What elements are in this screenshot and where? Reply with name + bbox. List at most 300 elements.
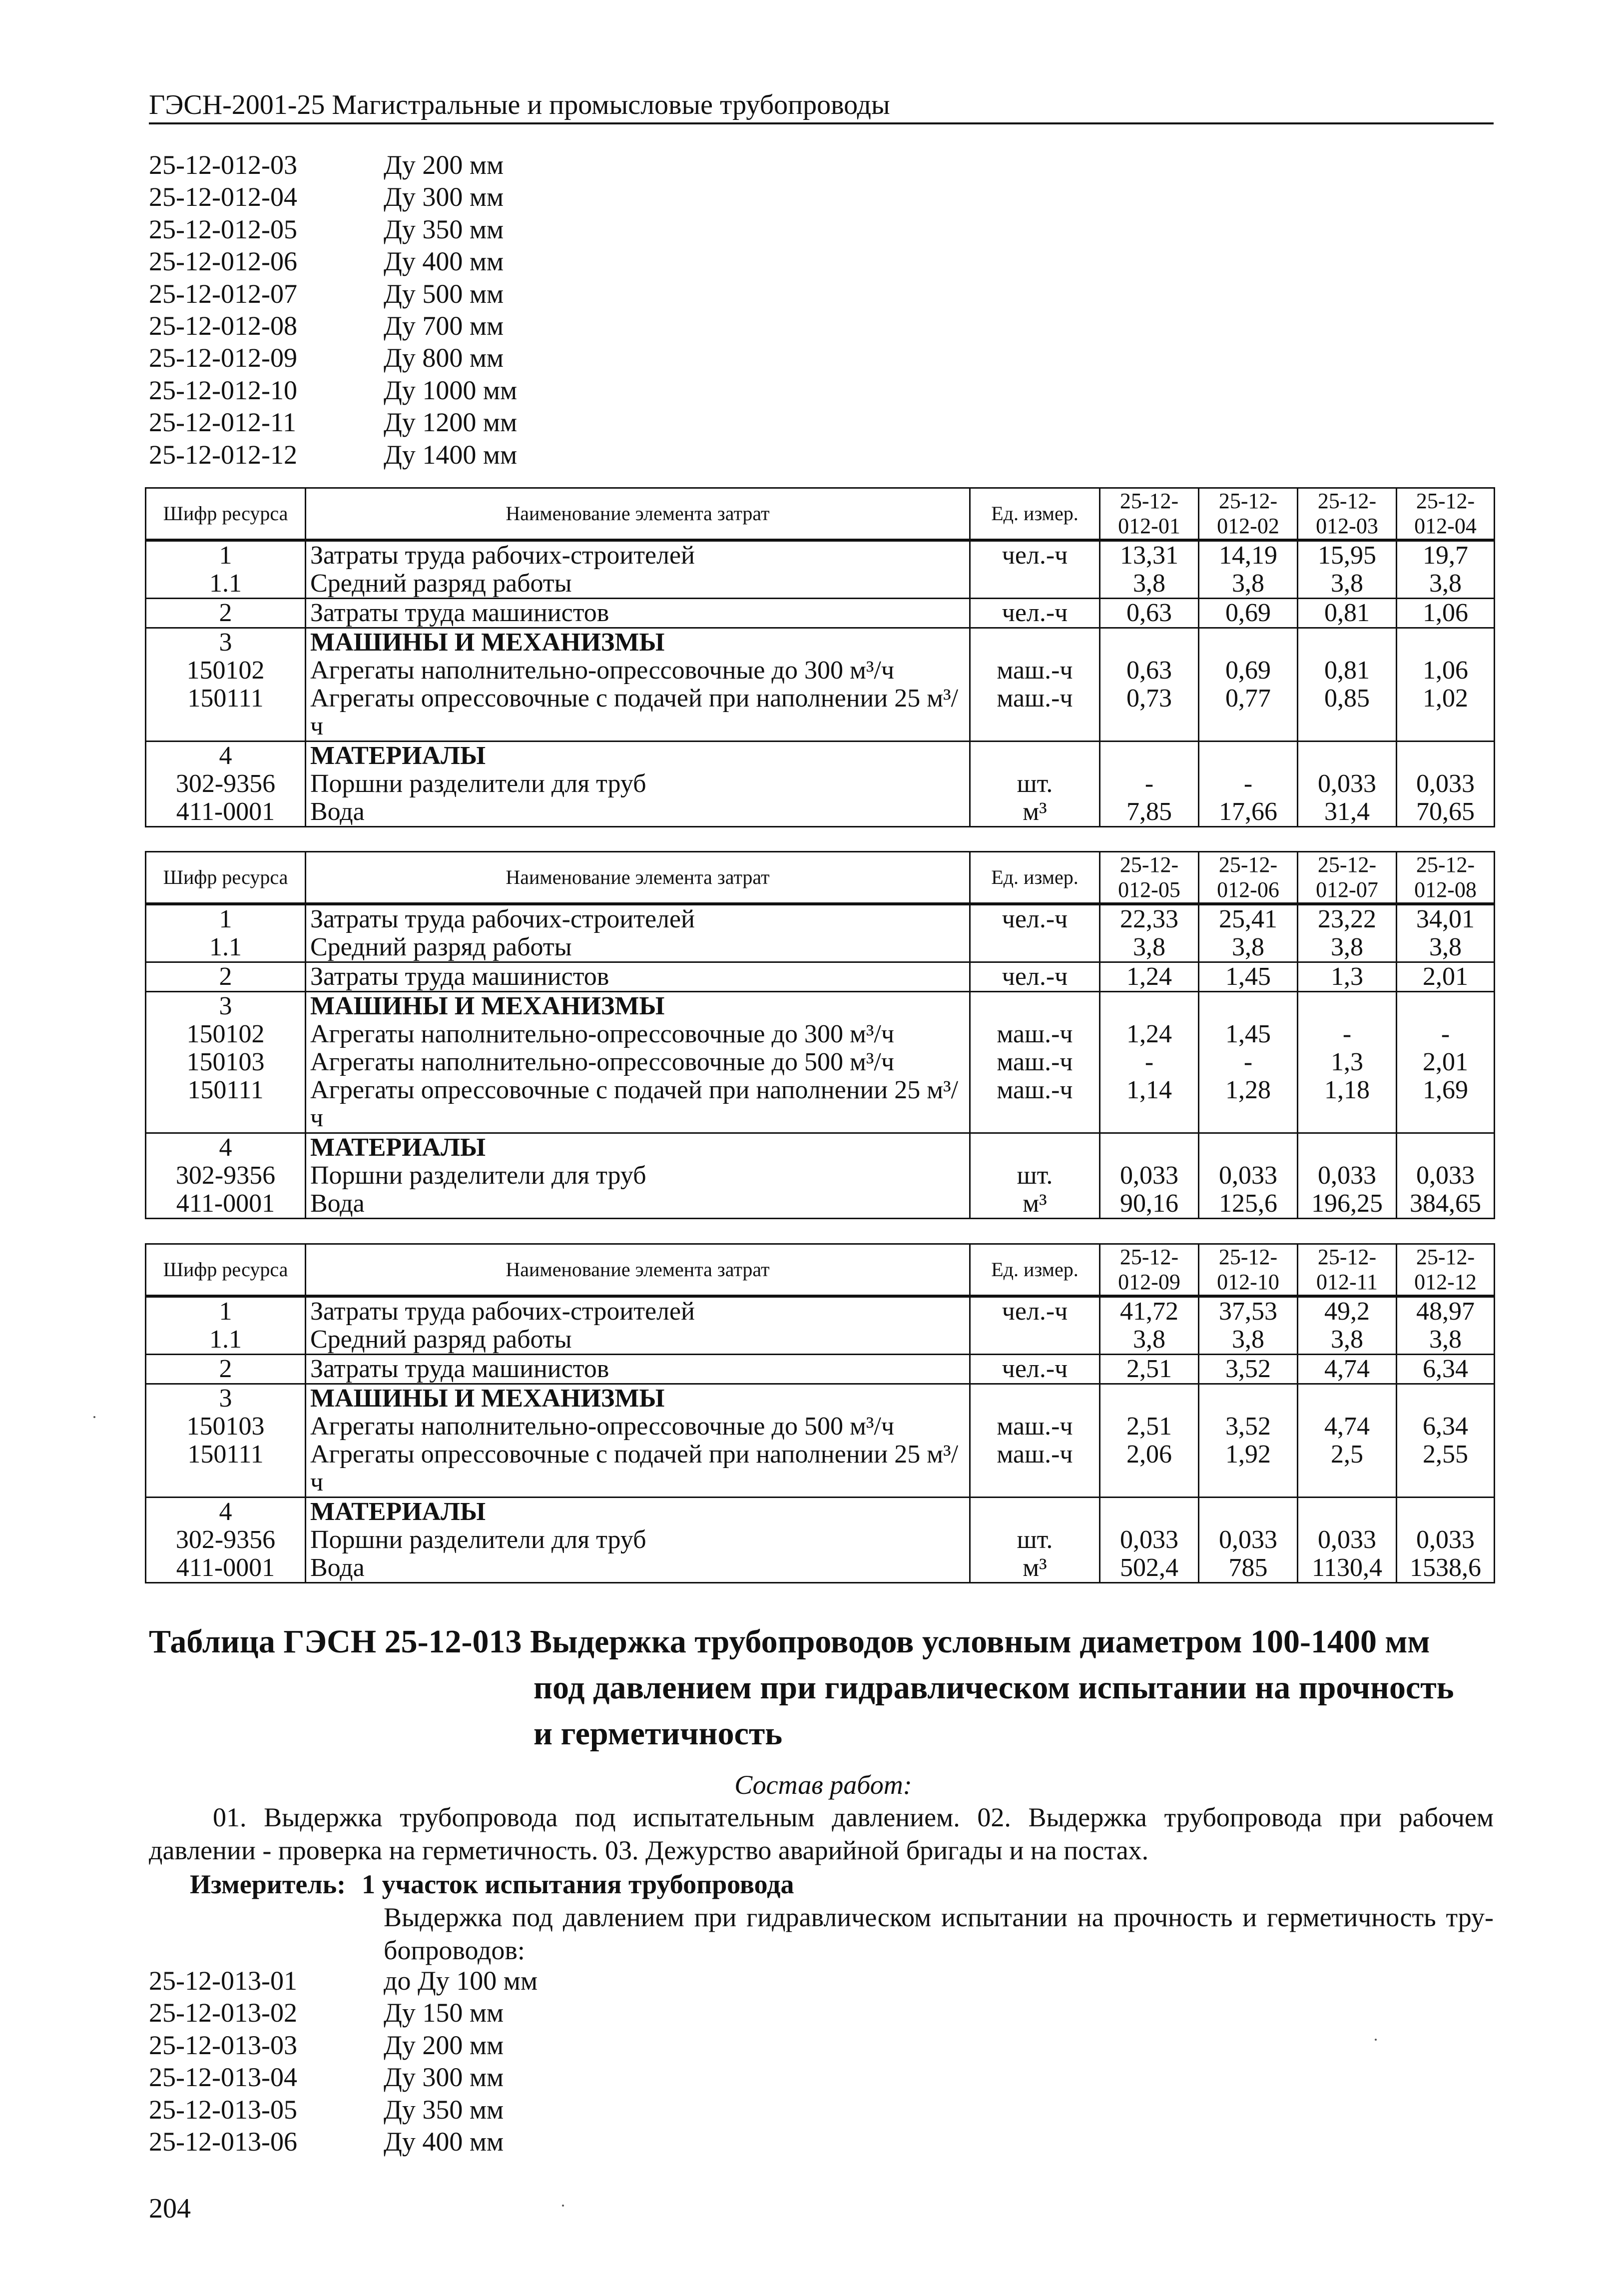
table-row <box>146 1162 1495 1190</box>
resource-value: 125,6 <box>1199 1190 1298 1219</box>
resource-value: 31,4 <box>1298 798 1397 827</box>
header-norm-code: 25-12- 012-12 <box>1397 1244 1495 1297</box>
resource-value: - <box>1298 1020 1397 1048</box>
resource-name: Вода <box>306 798 970 827</box>
resource-value: 1,24 <box>1100 1020 1199 1048</box>
resource-value: 1,69 <box>1397 1076 1495 1133</box>
code-list-bottom <box>149 1965 538 2158</box>
resource-unit: маш.-ч <box>970 1441 1100 1498</box>
resource-value: 0,033 <box>1397 1162 1495 1190</box>
resource-unit: маш.-ч <box>970 1413 1100 1441</box>
resource-name: Поршни разделители для труб <box>306 770 970 798</box>
code-list-item <box>149 310 517 342</box>
resource-value: 1,06 <box>1397 599 1495 628</box>
scan-speck <box>93 1416 95 1418</box>
resource-code: 150102 <box>146 1020 306 1048</box>
measure-label: Измеритель: <box>190 1869 346 1899</box>
section-title-line1: Таблица ГЭСН 25-12-013 Выдержка трубопроводов условным диаметром 100-1400 мм <box>149 1623 1430 1660</box>
resource-code: 3 <box>146 1384 306 1413</box>
code-list-item <box>149 439 517 471</box>
code-number: 25-12-012-10 <box>149 375 297 405</box>
table-header-row <box>146 852 1495 904</box>
resource-unit <box>970 992 1100 1021</box>
resource-name: Поршни разделители для труб <box>306 1162 970 1190</box>
resource-name: Агрегаты опрессовочные с подачей при наполнении 25 м³/ч <box>306 1441 970 1498</box>
header-code: Шифр ресурса <box>146 852 306 904</box>
resource-code: 4 <box>146 742 306 770</box>
resource-value: 0,033 <box>1298 1526 1397 1554</box>
resource-unit: м³ <box>970 798 1100 827</box>
resource-value: 0,033 <box>1199 1162 1298 1190</box>
resource-value: 1,18 <box>1298 1076 1397 1133</box>
resource-unit: чел.-ч <box>970 1355 1100 1384</box>
resource-value: 22,33 <box>1100 904 1199 933</box>
resource-code: 150103 <box>146 1048 306 1076</box>
header-name: Наименование элемента затрат <box>306 488 970 541</box>
code-number: 25-12-013-06 <box>149 2126 297 2157</box>
resource-code: 1 <box>146 904 306 933</box>
resource-code: 411-0001 <box>146 1554 306 1583</box>
resource-code: 1 <box>146 1296 306 1326</box>
resource-name: Затраты труда рабочих-строителей <box>306 540 970 570</box>
resource-unit <box>970 1498 1100 1526</box>
resource-value: - <box>1199 1048 1298 1076</box>
resource-name: Агрегаты опрессовочные с подачей при наполнении 25 м³/ч <box>306 1076 970 1133</box>
code-list-item <box>149 374 517 406</box>
resource-value <box>1100 1498 1199 1526</box>
code-number: 25-12-012-08 <box>149 310 297 341</box>
resource-code: 1 <box>146 540 306 570</box>
resource-code: 1.1 <box>146 933 306 962</box>
composition-text: 01. Выдержка трубопровода под испытательным давлением. 02. Выдержка трубопровода при рабочем давлении - проверка на герметичность. 03. Дежурство аварийной бригады и на постах. <box>149 1802 1494 1865</box>
code-list-item <box>149 2126 538 2158</box>
resource-code: 4 <box>146 1133 306 1162</box>
resource-unit <box>970 1384 1100 1413</box>
table-row <box>146 933 1495 962</box>
resource-unit <box>970 933 1100 962</box>
measure <box>190 1868 794 1901</box>
section-title-line3: и герметичность <box>534 1715 783 1752</box>
header-unit: Ед. измер. <box>970 852 1100 904</box>
table-row <box>146 1326 1495 1355</box>
resource-name: Затраты труда машинистов <box>306 962 970 992</box>
resource-code: 2 <box>146 962 306 992</box>
resource-table-3 <box>145 1243 1495 1583</box>
table-row <box>146 1020 1495 1048</box>
resource-name: Затраты труда машинистов <box>306 599 970 628</box>
resource-value: 41,72 <box>1100 1296 1199 1326</box>
resource-value: 3,8 <box>1397 1326 1495 1355</box>
resource-code: 411-0001 <box>146 1190 306 1219</box>
resource-unit: чел.-ч <box>970 540 1100 570</box>
resource-value: 3,8 <box>1199 933 1298 962</box>
code-number: 25-12-012-11 <box>149 407 296 438</box>
resource-name: Агрегаты наполнительно-опрессовочные до 500 м³/ч <box>306 1413 970 1441</box>
resource-value <box>1298 742 1397 770</box>
code-list-item <box>149 2061 538 2093</box>
resource-name: Агрегаты опрессовочные с подачей при наполнении 25 м³/ч <box>306 685 970 742</box>
running-header: ГЭСН-2001-25 Магистральные и промысловые трубопроводы <box>149 87 1494 124</box>
resource-value: 2,5 <box>1298 1441 1397 1498</box>
resource-name: Затраты труда машинистов <box>306 1355 970 1384</box>
header-norm-code: 25-12- 012-10 <box>1199 1244 1298 1297</box>
resource-table-1 <box>145 487 1495 827</box>
header-unit: Ед. измер. <box>970 1244 1100 1297</box>
resource-value: 1,06 <box>1397 657 1495 685</box>
code-list-top <box>149 149 517 471</box>
resource-code: 411-0001 <box>146 798 306 827</box>
resource-value <box>1100 628 1199 657</box>
resource-name: МАТЕРИАЛЫ <box>306 742 970 770</box>
resource-value: 1,3 <box>1298 1048 1397 1076</box>
resource-value: 0,033 <box>1397 770 1495 798</box>
resource-value: - <box>1100 1048 1199 1076</box>
resource-value: 785 <box>1199 1554 1298 1583</box>
table-row <box>146 1296 1495 1326</box>
resource-value: 0,033 <box>1397 1526 1495 1554</box>
header-norm-code: 25-12- 012-04 <box>1397 488 1495 541</box>
resource-value: 2,01 <box>1397 1048 1495 1076</box>
resource-code: 4 <box>146 1498 306 1526</box>
resource-code: 302-9356 <box>146 770 306 798</box>
resource-value: 37,53 <box>1199 1296 1298 1326</box>
resource-code: 302-9356 <box>146 1526 306 1554</box>
resource-name: Агрегаты наполнительно-опрессовочные до 300 м³/ч <box>306 1020 970 1048</box>
code-list-item <box>149 1965 538 1997</box>
resource-name: Средний разряд работы <box>306 933 970 962</box>
table-row <box>146 628 1495 657</box>
resource-name: Средний разряд работы <box>306 1326 970 1355</box>
resource-value <box>1199 1498 1298 1526</box>
resource-value: 48,97 <box>1397 1296 1495 1326</box>
table-row <box>146 1413 1495 1441</box>
resource-value: 3,8 <box>1298 933 1397 962</box>
resource-value <box>1100 1384 1199 1413</box>
resource-code: 150102 <box>146 657 306 685</box>
resource-unit <box>970 570 1100 599</box>
code-number: 25-12-012-12 <box>149 439 297 470</box>
resource-name: МАШИНЫ И МЕХАНИЗМЫ <box>306 1384 970 1413</box>
code-number: 25-12-013-02 <box>149 1998 297 2028</box>
resource-value <box>1397 628 1495 657</box>
resource-value: 1,45 <box>1199 962 1298 992</box>
code-list-item <box>149 1997 538 2029</box>
code-list-item <box>149 2094 538 2126</box>
table-header-row <box>146 488 1495 541</box>
resource-value <box>1397 1384 1495 1413</box>
resource-value: 2,51 <box>1100 1355 1199 1384</box>
resource-name: Агрегаты наполнительно-опрессовочные до 500 м³/ч <box>306 1048 970 1076</box>
resource-value <box>1199 1384 1298 1413</box>
table-row <box>146 904 1495 933</box>
resource-value: 2,06 <box>1100 1441 1199 1498</box>
resource-unit: м³ <box>970 1554 1100 1583</box>
resource-unit: маш.-ч <box>970 1020 1100 1048</box>
resource-value <box>1199 1133 1298 1162</box>
header-norm-code: 25-12- 012-06 <box>1199 852 1298 904</box>
resource-value: 3,8 <box>1199 1326 1298 1355</box>
resource-value: 0,77 <box>1199 685 1298 742</box>
resource-unit: маш.-ч <box>970 1076 1100 1133</box>
resource-value <box>1100 1133 1199 1162</box>
resource-value: - <box>1199 770 1298 798</box>
resource-code: 3 <box>146 992 306 1021</box>
resource-value: 1,28 <box>1199 1076 1298 1133</box>
resource-value: 34,01 <box>1397 904 1495 933</box>
resource-value: 14,19 <box>1199 540 1298 570</box>
resource-value: 19,7 <box>1397 540 1495 570</box>
resource-value <box>1397 1133 1495 1162</box>
code-description: Ду 400 мм <box>384 246 504 277</box>
table-row <box>146 570 1495 599</box>
resource-value: 0,85 <box>1298 685 1397 742</box>
table-row <box>146 599 1495 628</box>
code-number: 25-12-012-04 <box>149 182 297 212</box>
code-list-item <box>149 181 517 213</box>
resource-unit <box>970 742 1100 770</box>
resource-value: 1538,6 <box>1397 1554 1495 1583</box>
code-number: 25-12-012-05 <box>149 214 297 244</box>
resource-value: 49,2 <box>1298 1296 1397 1326</box>
resource-value: 0,63 <box>1100 657 1199 685</box>
resource-value: 3,8 <box>1397 933 1495 962</box>
table-row <box>146 1048 1495 1076</box>
resource-code: 150111 <box>146 1076 306 1133</box>
measure-value: 1 участок испытания трубопровода <box>362 1869 794 1899</box>
resource-value: 70,65 <box>1397 798 1495 827</box>
resource-value: 0,81 <box>1298 657 1397 685</box>
resource-value: 13,31 <box>1100 540 1199 570</box>
table-row <box>146 798 1495 827</box>
code-list-item <box>149 213 517 245</box>
resource-value: 3,8 <box>1298 570 1397 599</box>
resource-value: 2,01 <box>1397 962 1495 992</box>
resource-value <box>1397 992 1495 1021</box>
code-list-item <box>149 406 517 438</box>
resource-value: 1,24 <box>1100 962 1199 992</box>
header-unit: Ед. измер. <box>970 488 1100 541</box>
resource-unit <box>970 628 1100 657</box>
resource-code: 1.1 <box>146 1326 306 1355</box>
table-row <box>146 992 1495 1021</box>
resource-code: 3 <box>146 628 306 657</box>
resource-value: 384,65 <box>1397 1190 1495 1219</box>
resource-code: 1.1 <box>146 570 306 599</box>
header-norm-code: 25-12- 012-09 <box>1100 1244 1199 1297</box>
resource-value: 7,85 <box>1100 798 1199 827</box>
resource-value: 3,8 <box>1100 1326 1199 1355</box>
resource-value: 17,66 <box>1199 798 1298 827</box>
scan-speck <box>1375 2039 1377 2041</box>
resource-name: МАТЕРИАЛЫ <box>306 1498 970 1526</box>
code-description: Ду 1400 мм <box>384 439 518 470</box>
table-row <box>146 1076 1495 1133</box>
code-number: 25-12-012-03 <box>149 150 297 180</box>
resource-unit: чел.-ч <box>970 904 1100 933</box>
resource-value: - <box>1397 1020 1495 1048</box>
header-name: Наименование элемента затрат <box>306 1244 970 1297</box>
resource-code: 150111 <box>146 1441 306 1498</box>
resource-value <box>1298 1384 1397 1413</box>
table-row <box>146 1355 1495 1384</box>
resource-unit <box>970 1133 1100 1162</box>
resource-value: 0,63 <box>1100 599 1199 628</box>
table-row <box>146 1526 1495 1554</box>
table-row <box>146 770 1495 798</box>
code-list-item <box>149 278 517 310</box>
table-row <box>146 1554 1495 1583</box>
resource-name: Вода <box>306 1554 970 1583</box>
page-number: 204 <box>149 2193 191 2224</box>
resource-value: 0,033 <box>1298 770 1397 798</box>
resource-unit: маш.-ч <box>970 657 1100 685</box>
resource-value: 1,3 <box>1298 962 1397 992</box>
resource-unit: маш.-ч <box>970 1048 1100 1076</box>
header-norm-code: 25-12- 012-03 <box>1298 488 1397 541</box>
resource-value: 3,52 <box>1199 1413 1298 1441</box>
header-norm-code: 25-12- 012-11 <box>1298 1244 1397 1297</box>
resource-name: Затраты труда рабочих-строителей <box>306 1296 970 1326</box>
resource-unit <box>970 1326 1100 1355</box>
resource-value <box>1298 1133 1397 1162</box>
code-description: Ду 700 мм <box>384 310 504 341</box>
resource-value: 2,51 <box>1100 1413 1199 1441</box>
resource-unit: шт. <box>970 1162 1100 1190</box>
resource-value: 1,45 <box>1199 1020 1298 1048</box>
resource-value: 25,41 <box>1199 904 1298 933</box>
code-description: Ду 800 мм <box>384 343 504 373</box>
resource-name: Затраты труда рабочих-строителей <box>306 904 970 933</box>
resource-value: - <box>1100 770 1199 798</box>
code-list-item <box>149 149 517 181</box>
resource-value: 6,34 <box>1397 1355 1495 1384</box>
code-description: Ду 350 мм <box>384 214 504 244</box>
resource-unit: чел.-ч <box>970 599 1100 628</box>
resource-value: 3,52 <box>1199 1355 1298 1384</box>
table-row <box>146 657 1495 685</box>
resource-table-2 <box>145 851 1495 1219</box>
resource-value: 3,8 <box>1100 933 1199 962</box>
resource-unit: маш.-ч <box>970 685 1100 742</box>
resource-code: 150111 <box>146 685 306 742</box>
resource-value: 502,4 <box>1100 1554 1199 1583</box>
code-description: Ду 400 мм <box>384 2126 504 2157</box>
resource-value: 4,74 <box>1298 1355 1397 1384</box>
code-description: Ду 500 мм <box>384 278 504 309</box>
resource-value: 0,69 <box>1199 599 1298 628</box>
header-norm-code: 25-12- 012-07 <box>1298 852 1397 904</box>
resource-value: 3,8 <box>1199 570 1298 599</box>
resource-value: 0,033 <box>1100 1526 1199 1554</box>
code-description: Ду 350 мм <box>384 2094 504 2125</box>
resource-value: 90,16 <box>1100 1190 1199 1219</box>
resource-value: 4,74 <box>1298 1413 1397 1441</box>
code-number: 25-12-013-05 <box>149 2094 297 2125</box>
code-description: Ду 300 мм <box>384 2062 504 2093</box>
code-description: Ду 1200 мм <box>384 407 518 438</box>
code-list-item <box>149 342 517 374</box>
resource-value <box>1298 992 1397 1021</box>
code-number: 25-12-013-03 <box>149 2030 297 2060</box>
resource-value: 6,34 <box>1397 1413 1495 1441</box>
resource-value: 3,8 <box>1298 1326 1397 1355</box>
table-row <box>146 1498 1495 1526</box>
table-row <box>146 1133 1495 1162</box>
resource-value <box>1100 742 1199 770</box>
code-list-item <box>149 2029 538 2061</box>
resource-value <box>1199 992 1298 1021</box>
header-norm-code: 25-12- 012-08 <box>1397 852 1495 904</box>
header-code: Шифр ресурса <box>146 1244 306 1297</box>
composition-label: Состав работ: <box>734 1770 912 1800</box>
resource-unit: чел.-ч <box>970 962 1100 992</box>
resource-value: 1,14 <box>1100 1076 1199 1133</box>
resource-value: 0,033 <box>1199 1526 1298 1554</box>
resource-unit: шт. <box>970 1526 1100 1554</box>
resource-value: 1,92 <box>1199 1441 1298 1498</box>
resource-name: МАШИНЫ И МЕХАНИЗМЫ <box>306 628 970 657</box>
section-title <box>149 1619 1498 1757</box>
code-number: 25-12-013-01 <box>149 1966 297 1996</box>
resource-name: Поршни разделители для труб <box>306 1526 970 1554</box>
resource-value: 3,8 <box>1100 570 1199 599</box>
code-number: 25-12-013-04 <box>149 2062 297 2093</box>
resource-name: МАТЕРИАЛЫ <box>306 1133 970 1162</box>
resource-value: 1,02 <box>1397 685 1495 742</box>
resource-value: 15,95 <box>1298 540 1397 570</box>
resource-value <box>1199 628 1298 657</box>
resource-value: 0,033 <box>1298 1162 1397 1190</box>
code-number: 25-12-012-09 <box>149 343 297 373</box>
resource-unit: чел.-ч <box>970 1296 1100 1326</box>
resource-value: 2,55 <box>1397 1441 1495 1498</box>
resource-value <box>1199 742 1298 770</box>
table-row <box>146 742 1495 770</box>
resource-value: 23,22 <box>1298 904 1397 933</box>
code-description: Ду 150 мм <box>384 1998 504 2028</box>
scan-speck <box>562 2205 564 2207</box>
table-row <box>146 1384 1495 1413</box>
code-description: Ду 1000 мм <box>384 375 518 405</box>
resource-name: Средний разряд работы <box>306 570 970 599</box>
table-row <box>146 962 1495 992</box>
header-norm-code: 25-12- 012-01 <box>1100 488 1199 541</box>
header-norm-code: 25-12- 012-02 <box>1199 488 1298 541</box>
resource-value: 0,033 <box>1100 1162 1199 1190</box>
table-row <box>146 685 1495 742</box>
header-code: Шифр ресурса <box>146 488 306 541</box>
resource-value <box>1397 1498 1495 1526</box>
resource-code: 302-9356 <box>146 1162 306 1190</box>
resource-value: 0,69 <box>1199 657 1298 685</box>
code-number: 25-12-012-07 <box>149 278 297 309</box>
resource-value <box>1298 628 1397 657</box>
table-row <box>146 1441 1495 1498</box>
resource-name: Агрегаты наполнительно-опрессовочные до 300 м³/ч <box>306 657 970 685</box>
resource-value <box>1100 992 1199 1021</box>
resource-value <box>1298 1498 1397 1526</box>
resource-code: 2 <box>146 599 306 628</box>
resource-name: Вода <box>306 1190 970 1219</box>
code-description: до Ду 100 мм <box>384 1966 538 1996</box>
resource-unit: м³ <box>970 1190 1100 1219</box>
section-title-line2: под давлением при гидравлическом испытании на прочность <box>534 1669 1454 1706</box>
resource-name: МАШИНЫ И МЕХАНИЗМЫ <box>306 992 970 1021</box>
table-row <box>146 1190 1495 1219</box>
resource-unit: шт. <box>970 770 1100 798</box>
resource-value: 0,73 <box>1100 685 1199 742</box>
resource-value: 1130,4 <box>1298 1554 1397 1583</box>
